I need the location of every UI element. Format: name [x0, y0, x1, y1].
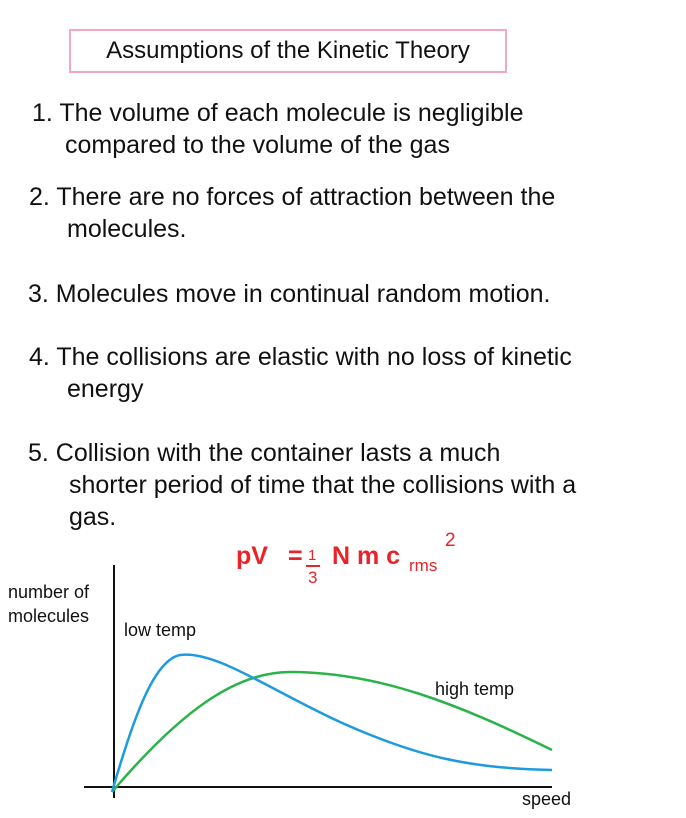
assumption-4-line1: 4. The collisions are elastic with no loss of kinetic	[29, 343, 572, 371]
assumption-3-line1: 3. Molecules move in continual random motion.	[28, 280, 551, 308]
page-title: Assumptions of the Kinetic Theory	[106, 37, 470, 64]
assumption-5-line3: gas.	[69, 503, 117, 531]
equation-equals: =	[288, 542, 303, 570]
high-temp-label: high temp	[435, 679, 515, 699]
equation-superscript: 2	[445, 530, 456, 551]
assumption-1-line2: compared to the volume of the gas	[65, 131, 450, 159]
assumption-1-line1: 1. The volume of each molecule is negligible	[32, 99, 524, 127]
assumption-2-line1: 2. There are no forces of attraction between the	[29, 183, 556, 211]
equation-subscript: rms	[409, 556, 438, 575]
equation-denominator: 3	[308, 568, 318, 587]
low-temp-label: low temp	[124, 620, 197, 640]
y-axis-label-line1: number of	[8, 582, 90, 602]
assumption-5-line1: 5. Collision with the container lasts a much	[28, 439, 501, 467]
x-axis-label: speed	[522, 789, 572, 809]
equation-terms: N m c	[332, 542, 401, 570]
equation-numerator: 1	[308, 547, 317, 564]
y-axis-label-line2: molecules	[8, 606, 90, 626]
assumption-5-line2: shorter period of time that the collisions with a	[69, 471, 577, 499]
assumption-4-line2: energy	[67, 375, 144, 403]
y-axis-label	[8, 580, 89, 628]
equation-lhs: pV	[236, 542, 268, 570]
assumption-2-line2: molecules.	[67, 215, 187, 243]
